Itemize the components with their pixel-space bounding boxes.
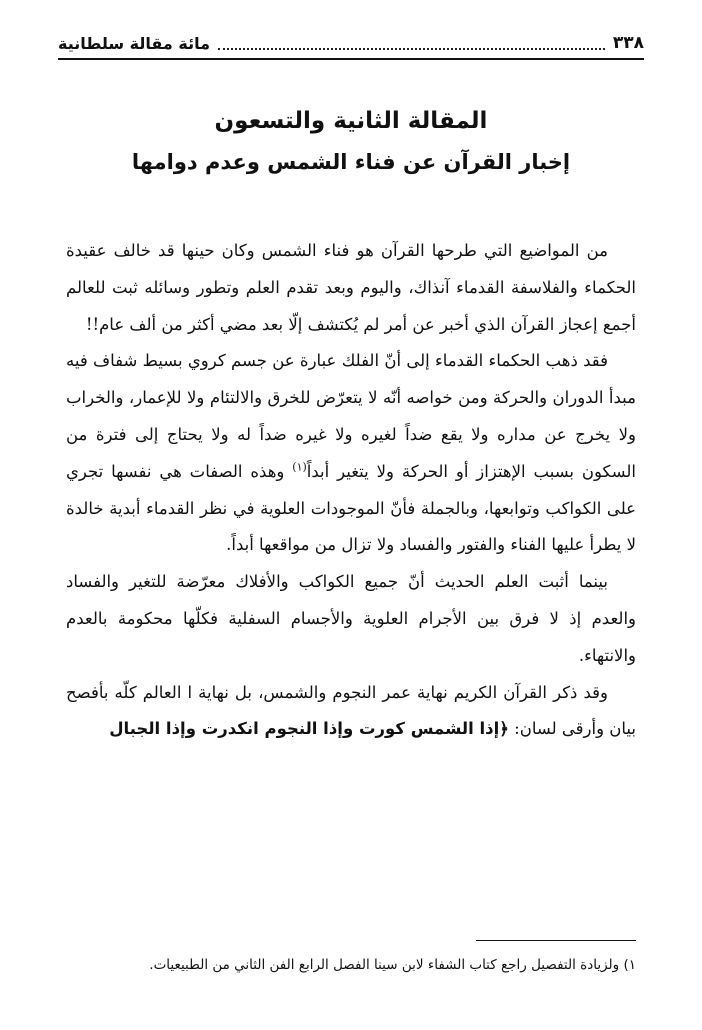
running-header	[58, 30, 644, 56]
paragraph-2-text-b: وهذه الصفات هي نفسها تجري على الكواكب وتوابعها، وبالجملة فأنّ الموجودات العلوية في نظر القدماء أبدية خالدة لا يطرأ عليها الفناء والفتور والفساد ولا تزال من مواقعها أبداً.	[66, 461, 636, 555]
essay-subtitle: إخبار القرآن عن فناء الشمس وعدم دوامها	[131, 150, 571, 174]
header-dot-leader	[218, 36, 605, 50]
book-title: مائة مقالة سلطانية	[58, 33, 211, 53]
footnote-rule	[476, 940, 636, 941]
paragraph-4	[66, 675, 636, 749]
essay-title: المقالة الثانية والتسعون	[214, 108, 488, 134]
page-number: ٣٣٨	[612, 33, 644, 53]
paragraph-4-text: وقد ذكر القرآن الكريم نهاية عمر النجوم والشمس، بل نهاية ا العالم كلّه بأفصح بيان وأرقى لسان:	[66, 682, 636, 739]
header-rule	[58, 58, 644, 60]
paragraph-2-text-a: فقد ذهب الحكماء القدماء إلى أنّ الفلك عبارة عن جسم كروي بسيط شفاف فيه مبدأ الدوران والحركة ومن خواصه أنّه لا يتعرّض للخرق والالتئام ولا للإعمار، والخراب ولا يخرج عن مداره ولا يقع ضداً لغيره ولا غيره ضداً له ولا يحتاج إلى فترة من السكون بسبب الإهتزاز أو الحركة ولا يتغير أبداً	[66, 351, 636, 481]
paragraph-1: من المواضيع التي طرحها القرآن هو فناء الشمس وكان حينها قد خالف عقيدة الحكماء والفلاسفة القدماء آنذاك، واليوم وبعد تقدم العلم وتطور وسائله ثبت للعالم أجمع إعجاز القرآن الذي أخبر عن أمر لم يُكتشف إلّا بعد مضي أكثر من ألف عام!!	[66, 241, 636, 334]
paragraph-3: بينما أثبت العلم الحديث أنّ جميع الكواكب والأفلاك معرّضة للتغير والفساد والعدم إذ لا فرق بين الأجرام العلوية والأجسام السفلية فكلّها محكومة بالعدم والانتهاء.	[66, 572, 636, 665]
paragraph-2	[66, 343, 636, 564]
footnote: ١) ولزيادة التفصيل راجع كتاب الشفاء لابن سينا الفصل الرابع الفن الثاني من الطبيعيات.	[149, 957, 636, 973]
body-text	[66, 233, 636, 748]
footnote-reference: (١)	[292, 460, 307, 474]
quran-verse: ﴿إذا الشمس كورت وإذا النجوم انكدرت وإذا الجبال	[109, 719, 509, 739]
